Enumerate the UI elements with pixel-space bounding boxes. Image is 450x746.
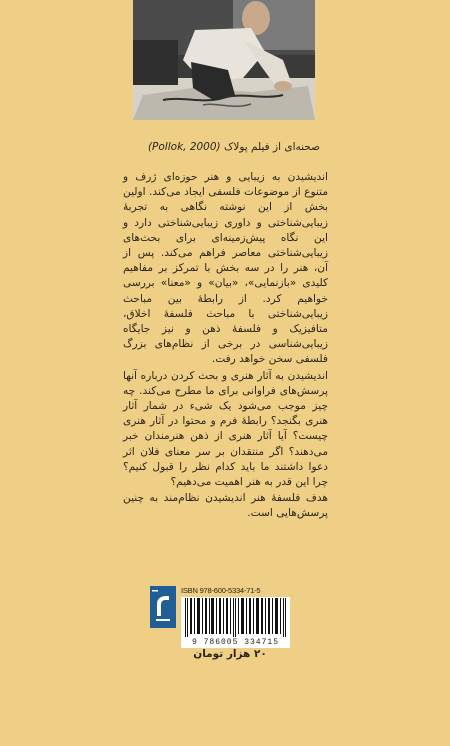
photo-caption bbox=[140, 140, 320, 154]
price-label: ۲۰ هزار تومان bbox=[193, 648, 267, 660]
back-cover-text bbox=[123, 170, 328, 522]
ean-digits: 9 786005 334715 bbox=[181, 637, 290, 648]
caption-text: صحنه‌ای از فیلم پولاک bbox=[220, 141, 320, 153]
publisher-logo-icon bbox=[150, 586, 176, 628]
caption-film-reference: (Pollok, 2000) bbox=[147, 141, 221, 153]
paragraph: اندیشیدن به زیبایی و هنر حوزه‌ای ژرف و متنوع از موضوعات فلسفی ایجاد می‌کند. اولین بخش از این نوشته نگاهی به تجربهٔ زیبایی‌شناختی و داوری زیبایی‌شناختی دارد و این نگاه پیش‌زمینه‌ای برای بحث‌های زیبایی‌شناختی معاصر فراهم می‌کند. پس از آن، هنر را در سه بخش با تمرکز بر مفاهیم کلیدی «بازنمایی»، «بیان» و «معنا» بررسی خواهیم کرد. از رابطهٔ بین مباحث زیبایی‌شناختی با مباحث فلسفهٔ اخلاق، متافیزیک و فلسفهٔ ذهن و نیز جایگاه زیبایی‌شناسی در برخی از نظام‌های بزرگ فلسفی سخن خواهد رفت. bbox=[123, 171, 328, 366]
paragraph: هدف فلسفهٔ هنر اندیشیدن نظام‌مند به چنین پرسش‌هایی است. bbox=[123, 492, 328, 520]
barcode bbox=[181, 597, 290, 637]
barcode-block bbox=[150, 586, 290, 648]
isbn-number: ISBN 978-600-5334-71-5 bbox=[181, 586, 261, 595]
film-still-photo bbox=[133, 0, 315, 120]
paragraph: اندیشیدن به آثار هنری و بحث کردن درباره آنها پرسش‌های فراوانی برای ما مطرح می‌کند. چه چیز موجب می‌شود یک شیء در شمار آثار هنری بگنجد؟ رابطهٔ فرم و محتوا در آثار هنری چیست؟ آیا آثار هنری از ذهن هنرمندان خبر می‌دهند؟ اگر منتقدان بر سر معنای فلان اثر دعوا داشتند ما باید کدام نظر را قبول کنیم؟ چرا این قدر به هنر اهمیت می‌دهیم؟ bbox=[123, 369, 328, 489]
